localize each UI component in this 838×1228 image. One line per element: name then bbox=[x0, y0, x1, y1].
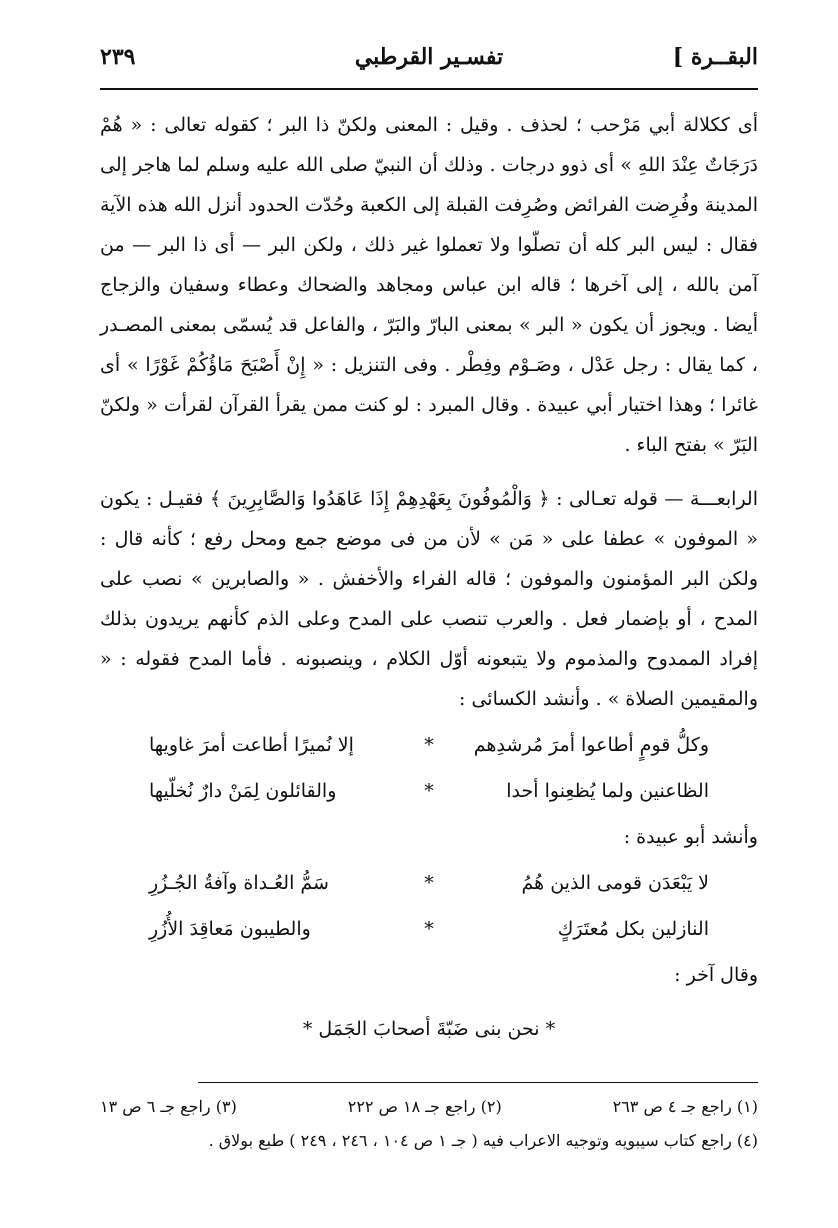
footnotes bbox=[100, 1090, 758, 1158]
verse-separator: * bbox=[424, 872, 434, 894]
verse-separator: * bbox=[424, 780, 434, 802]
hemistich-second: والطيبون مَعاقِدَ الأُزُرِ bbox=[149, 918, 311, 940]
hemistich-first: لا يَبْعَدَن قومى الذين هُمُ bbox=[521, 872, 709, 894]
hemistich-first: الظاعنين ولما يُظعِنوا أحدا bbox=[506, 780, 709, 802]
poem-3-intro: وقال آخر : bbox=[674, 964, 758, 986]
poem-2-line-1 bbox=[100, 863, 758, 903]
hemistich-first: وكلُّ قومٍ أطاعوا أمرَ مُرشدِهم bbox=[473, 734, 709, 756]
footnote-1: (١) راجع جـ ٤ ص ٢٦٣ bbox=[612, 1097, 758, 1116]
hemistich-first: النازلين بكل مُعتَرَكٍ bbox=[557, 918, 709, 940]
footnote-3: (٣) راجع جـ ٦ ص ١٣ bbox=[100, 1097, 237, 1116]
hemistich-second: إلا نُميرًا أطاعت أمرَ غاويها bbox=[149, 734, 354, 756]
footnote-2: (٢) راجع جـ ١٨ ص ٢٢٢ bbox=[347, 1097, 502, 1116]
page-body bbox=[100, 105, 758, 1063]
poem-2-line-2 bbox=[100, 909, 758, 949]
footnote-4: (٤) راجع كتاب سيبويه وتوجيه الاعراب فيه ( جـ ١ ص ١٠٤ ، ٢٤٦ ، ٢٤٩ ) طبع بولاق . bbox=[208, 1131, 758, 1150]
page-number: ٢٣٩ bbox=[100, 44, 136, 70]
page-header bbox=[100, 38, 758, 90]
paragraph-2: الرابعـــة — قوله تعـالى : ﴿ وَالْمُوفُونَ بِعَهْدِهِمْ إِذَا عَاهَدُوا وَالصَّابِرِينَ ﴾ فقيـل : يكون « الموفون » عطفا على « مَن » لأن من فى موضع جمع ومحل رفع ؛ كأنه قال : ولكن البر المؤمنون والموفون ؛ قاله الفراء والأخفش . « والصابرين » نصب على المدح ، أو بإضمار فعل . والعرب تنصب على المدح وعلى الذم كأنهم يريدون بذلك إفراد الممدوح والمذموم ولا يتبعونه أوّل الكلام ، وينصبونه . فأما المدح فقوله : « والمقيمين الصلاة » . وأنشد الكسائى : bbox=[100, 488, 758, 710]
footnote-row-1 bbox=[100, 1090, 758, 1124]
paragraph-1: أى ككلالة أبي مَرْحب ؛ لحذف . وقيل : المعنى ولكنّ ذا البر ؛ كقوله تعالى : « هُمْ دَرَجَاتٌ عِنْدَ اللهِ » أى ذوو درجات . وذلك أن النبيّ صلى الله عليه وسلم لما هاجر إلى المدينة وفُرِضت الفرائض وصُرِفت القبلة إلى الكعبة وحُدّت الحدود أنزل الله هذه الآية فقال : ليس البر كله أن تصلّوا ولا تعملوا غير ذلك ، ولكن البر — أى ذا البر — من آمن بالله ، إلى آخرها ؛ قاله ابن عباس ومجاهد والضحاك وعطاء وسفيان والزجاج أيضا . ويجوز أن يكون « البر » بمعنى البارّ والبَرّ ، والفاعل قد يُسمّى بمعنى المصـدر ، كما يقال : رجل عَدْل ، وصَـوْم وفِطْر . وفى التنزيل : « إِنْ أَصْبَحَ مَاؤُكُمْ غَوْرًا » أى غائرا ؛ وهذا اختيار أبي عبيدة . وقال المبرد : لو كنت ممن يقرأ القرآن لقرأت « ولكنّ البَرّ » بفتح الباء . bbox=[100, 114, 758, 456]
single-verse: * نحن بنى ضَبّةَ أصحابَ الجَمَل * bbox=[302, 1018, 556, 1040]
book-title: تفسـير القرطبي bbox=[354, 44, 504, 70]
poem-1-line-1 bbox=[100, 725, 758, 765]
footnote-divider bbox=[198, 1082, 758, 1083]
hemistich-second: سَمُّ العُـداة وآفةُ الجُـزُرِ bbox=[149, 872, 329, 894]
poem-1-line-2 bbox=[100, 771, 758, 811]
poem-2-intro: وأنشد أبو عبيدة : bbox=[623, 826, 758, 848]
surah-name: البقــرة ] bbox=[672, 44, 758, 70]
verse-separator: * bbox=[424, 734, 434, 756]
hemistich-second: والقائلون لِمَنْ دارٌ نُخلّيها bbox=[149, 780, 337, 802]
verse-separator: * bbox=[424, 918, 434, 940]
